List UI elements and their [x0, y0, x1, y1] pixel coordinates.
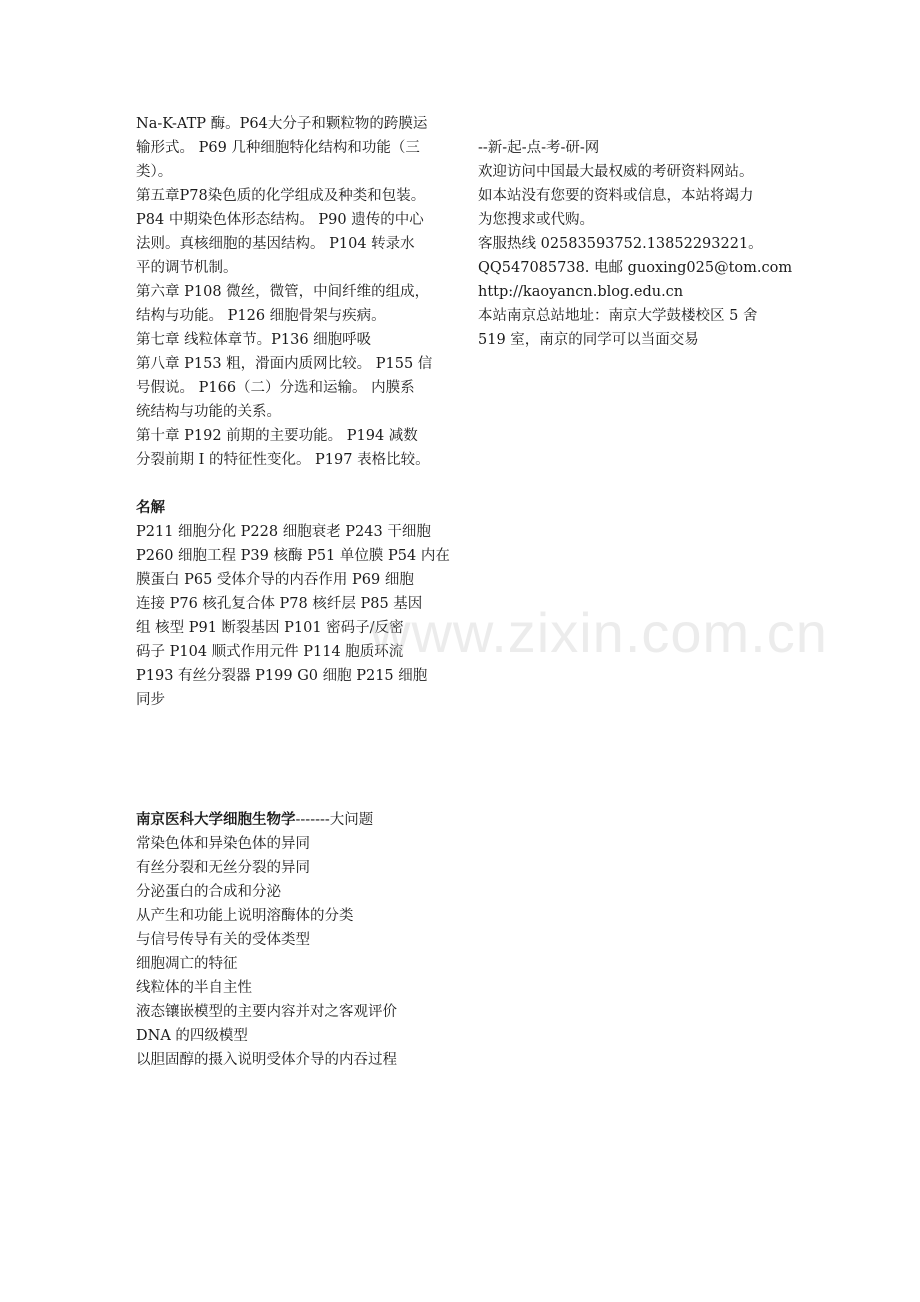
- chapter-line: 第六章 P108 微丝，微管，中间纤维的组成，: [136, 284, 430, 300]
- chapter-line: 分裂前期 I 的特征性变化。 P197 表格比较。: [136, 452, 430, 468]
- question-item: DNA 的四级模型: [136, 1028, 248, 1044]
- address-line: 本站南京总站地址：南京大学鼓楼校区 5 舍: [478, 308, 758, 324]
- question-item: 分泌蛋白的合成和分泌: [136, 884, 281, 900]
- question-item: 有丝分裂和无丝分裂的异同: [136, 860, 310, 876]
- question-item: 以胆固醇的摄入说明受体介导的内吞过程: [136, 1052, 397, 1068]
- term-line: 码子 P104 顺式作用元件 P114 胞质环流: [136, 644, 404, 660]
- website-link[interactable]: http://kaoyancn.blog.edu.cn: [478, 284, 684, 300]
- question-item: 液态镶嵌模型的主要内容并对之客观评价: [136, 1004, 397, 1020]
- chapter-line: 法则。真核细胞的基因结构。 P104 转录水: [136, 236, 415, 252]
- question-item: 细胞凋亡的特征: [136, 956, 238, 972]
- question-item: 与信号传导有关的受体类型: [136, 932, 310, 948]
- chapter-line: 号假说。 P166（二）分选和运输。 内膜系: [136, 380, 415, 396]
- chapter-line: 输形式。 P69 几种细胞特化结构和功能（三: [136, 140, 420, 156]
- site-name: --新-起-点-考-研-网: [478, 140, 600, 156]
- chapter-line: 平的调节机制。: [136, 260, 238, 276]
- chapter-notes: [136, 112, 462, 472]
- ad-line: 为您搜求或代购。: [478, 212, 594, 228]
- section-title-rest: -------大问题: [295, 812, 374, 828]
- ad-line: 欢迎访问中国最大最权威的考研资料网站。: [478, 164, 754, 180]
- hotline: 客服热线 02583593752.13852293221。: [478, 236, 763, 252]
- contact-email: QQ547085738. 电邮 guoxing025@tom.com: [478, 260, 793, 276]
- term-line: P260 细胞工程 P39 核酶 P51 单位膜 P54 内在: [136, 548, 450, 564]
- spacer: [136, 712, 462, 808]
- chapter-line: 第七章 线粒体章节。P136 细胞呼吸: [136, 332, 372, 348]
- chapter-line: 统结构与功能的关系。: [136, 404, 281, 420]
- watermark: www.zixin.com.cn: [370, 601, 828, 664]
- term-line: 膜蛋白 P65 受体介导的内吞作用 P69 细胞: [136, 572, 414, 588]
- right-column-ad: [478, 136, 798, 352]
- chapter-line: P84 中期染色体形态结构。 P90 遗传的中心: [136, 212, 424, 228]
- chapter-line: 第五章P78染色质的化学组成及种类和包装。: [136, 188, 426, 204]
- terms-heading: 名解: [136, 499, 165, 516]
- chapter-line: 类）。: [136, 164, 173, 180]
- ad-line: 如本站没有您要的资料或信息，本站将竭力: [478, 188, 754, 204]
- term-line: 组 核型 P91 断裂基因 P101 密码子/反密: [136, 620, 404, 636]
- left-column: [136, 112, 462, 1072]
- term-line: 同步: [136, 692, 165, 708]
- section-title-bold: 南京医科大学细胞生物学: [136, 811, 296, 828]
- question-item: 常染色体和异染色体的异同: [136, 836, 310, 852]
- term-line: 连接 P76 核孔复合体 P78 核纤层 P85 基因: [136, 596, 423, 612]
- term-line: P193 有丝分裂器 P199 G0 细胞 P215 细胞: [136, 668, 428, 684]
- spacer: [136, 472, 462, 496]
- address-line: 519 室，南京的同学可以当面交易: [478, 332, 699, 348]
- chapter-line: 结构与功能。 P126 细胞骨架与疾病。: [136, 308, 386, 324]
- term-line: P211 细胞分化 P228 细胞衰老 P243 干细胞: [136, 524, 431, 540]
- question-item: 从产生和功能上说明溶酶体的分类: [136, 908, 354, 924]
- section-title: [136, 808, 462, 832]
- chapter-line: 第八章 P153 粗，滑面内质网比较。 P155 信: [136, 356, 433, 372]
- question-item: 线粒体的半自主性: [136, 980, 252, 996]
- chapter-line: Na-K-ATP 酶。P64大分子和颗粒物的跨膜运: [136, 116, 428, 132]
- chapter-line: 第十章 P192 前期的主要功能。 P194 减数: [136, 428, 418, 444]
- questions-section: [136, 808, 462, 1072]
